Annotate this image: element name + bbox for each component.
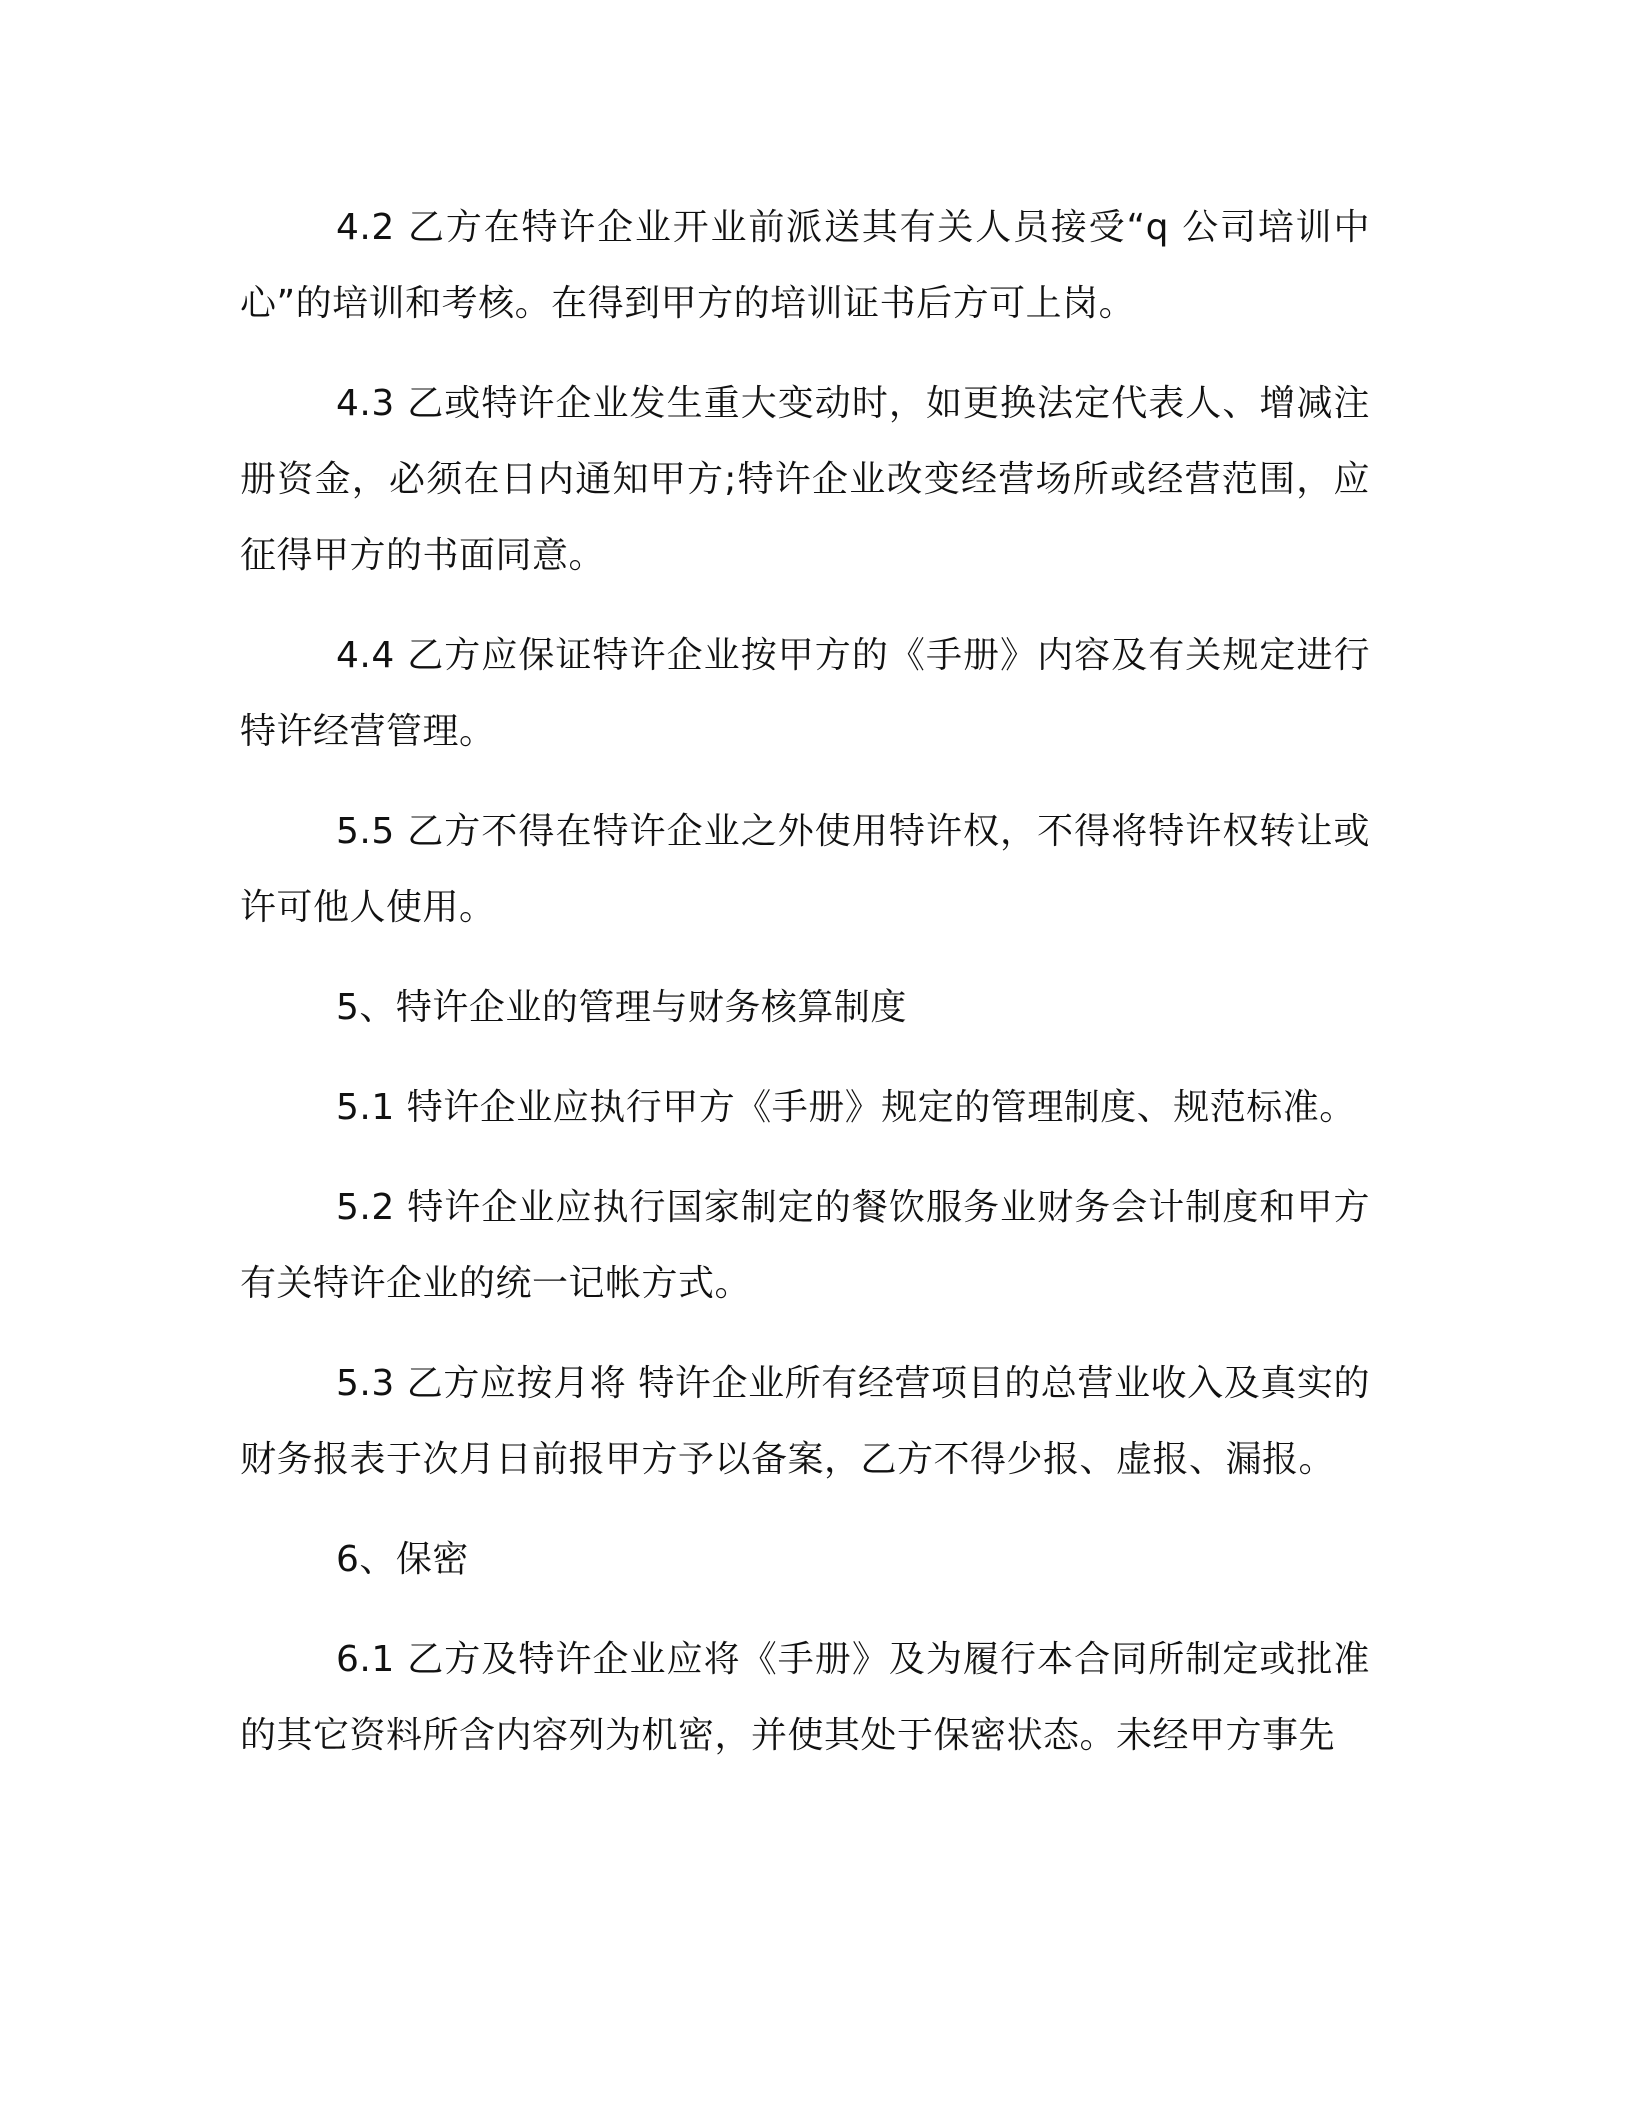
paragraph-4-2: 4.2 乙方在特许企业开业前派送其有关人员接受“q 公司培训中心”的培训和考核。在得到甲方的培训证书后方可上岗。 — [240, 207, 1370, 324]
paragraph-5-3: 5.3 乙方应按月将 特许企业所有经营项目的总营业收入及真实的财务报表于次月日前报甲方予以备案，乙方不得少报、虚报、漏报。 — [240, 1363, 1370, 1480]
paragraph-6-1: 6.1 乙方及特许企业应将《手册》及为履行本合同所制定或批准的其它资料所含内容列为机密，并使其处于保密状态。未经甲方事先 — [240, 1639, 1370, 1756]
section-heading-6: 6、保密 — [336, 1539, 469, 1580]
paragraph-5-1: 5.1 特许企业应执行甲方《手册》规定的管理制度、规范标准。 — [336, 1087, 1356, 1128]
section-heading-5: 5、特许企业的管理与财务核算制度 — [336, 987, 907, 1028]
paragraph-5-5: 5.5 乙方不得在特许企业之外使用特许权，不得将特许权转让或许可他人使用。 — [240, 811, 1370, 928]
paragraph-5-2: 5.2 特许企业应执行国家制定的餐饮服务业财务会计制度和甲方有关特许企业的统一记帐方式。 — [240, 1187, 1370, 1304]
document-body — [240, 190, 1370, 1798]
paragraph-4-4: 4.4 乙方应保证特许企业按甲方的《手册》内容及有关规定进行特许经营管理。 — [240, 635, 1370, 752]
paragraph-4-3: 4.3 乙或特许企业发生重大变动时，如更换法定代表人、增减注册资金，必须在日内通知甲方;特许企业改变经营场所或经营范围，应征得甲方的书面同意。 — [240, 383, 1370, 576]
